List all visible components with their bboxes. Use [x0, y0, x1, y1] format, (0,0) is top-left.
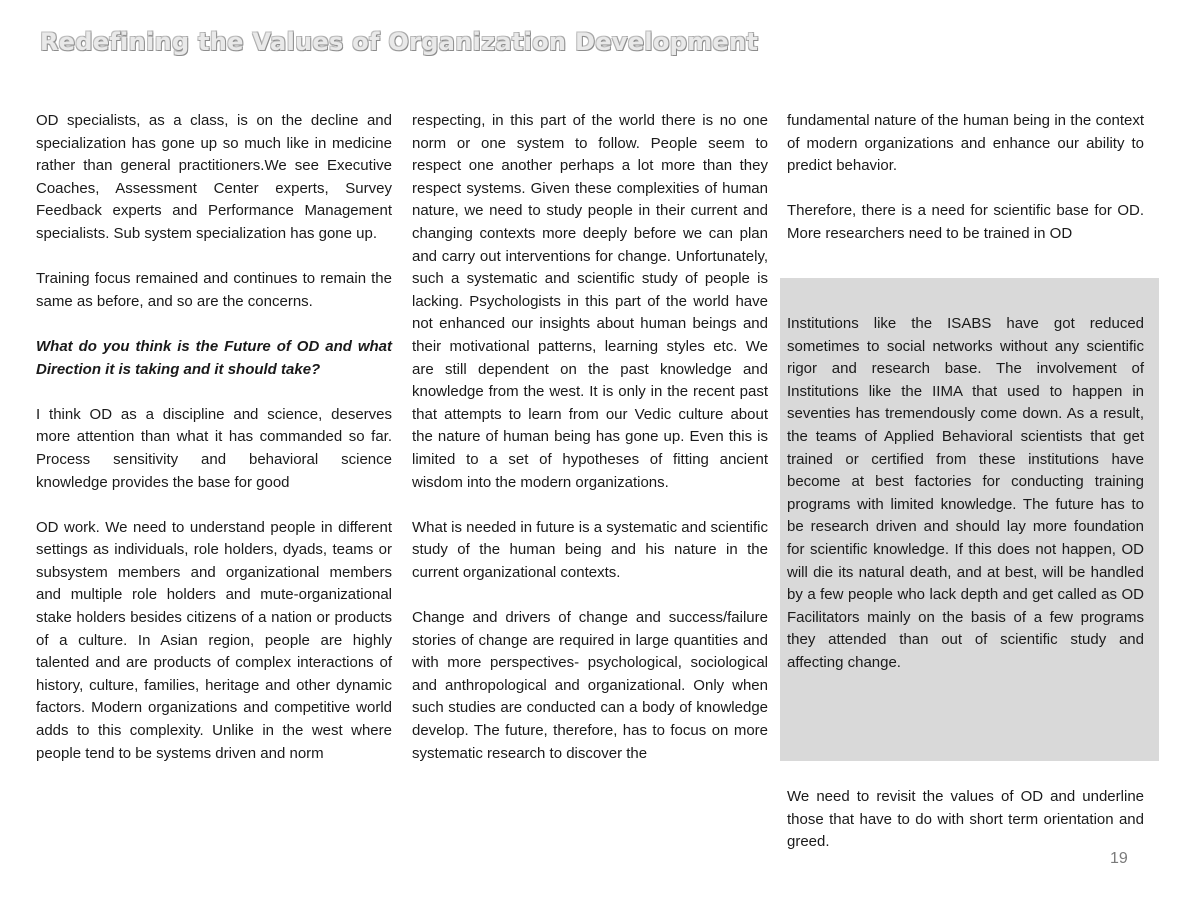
paragraph: I think OD as a discipline and science, deserves more attention than what it has commanded so far. Process sensitivity and behavioral science knowledge provides the base for good [36, 405, 392, 491]
page-title: Redefining the Values of Organization Development [40, 28, 759, 56]
paragraph: OD work. We need to understand people in different settings as individuals, role holders, dyads, teams or subsystem members and organizational members and multiple role holders and mute-organizational stake holders besides citizens of a nation or products of a culture. In Asian region, people are highly talented and are products of complex interactions of history, culture, families, heritage and other dynamic factors. Modern organizations and competitive world adds to this complexity. Unlike in the west where people tend to be systems driven and norm [36, 518, 392, 762]
paragraph: Therefore, there is a need for scientific base for OD. More researchers need to be trained in OD [787, 202, 1144, 242]
paragraph: OD specialists, as a class, is on the decline and specialization has gone up so much like in medicine rather than general practitioners.We see Executive Coaches, Assessment Center experts, Survey Feedback experts and Performance Management specialists. Sub system specialization has gone up. [36, 112, 392, 242]
highlight-box-text: Institutions like the ISABS have got reduced sometimes to social networks without any scientific rigor and research base. The involvement of Institutions like the IIMA that used to happen in seventies has tremendously come down. As a result, the teams of Applied Behavioral scientists that get trained or certified from these institutions have become at best factories for conducting training programs with limited knowledge. The future has to be research driven and should lay more foundation for scientific knowledge. If this does not happen, OD will die its natural death, and at best, will be handled by a few people who lack depth and get called as OD Facilitators mainly on the basis of a few programs they attended than out of scientific study and affecting change. [787, 315, 1144, 671]
question-heading: What do you think is the Future of OD and what Direction it is taking and it should take? [36, 337, 392, 378]
paragraph: What is needed in future is a systematic and scientific study of the human being and his nature in the current organizational contexts. [412, 518, 769, 581]
column-1 [36, 110, 392, 765]
column-3-closing [787, 786, 1144, 854]
page-number: 19 [1110, 850, 1128, 867]
column-2 [412, 110, 768, 765]
paragraph: fundamental nature of the human being in the context of modern organizations and enhance our ability to predict behavior. [787, 112, 1144, 175]
paragraph: Change and drivers of change and success/failure stories of change are required in large quantities and with more perspectives- psychological, sociological and anthropological and organizational. Only when such studies are conducted can a body of knowledge develop. The future, therefore, has to focus on more systematic research to discover the [412, 609, 768, 762]
paragraph: respecting, in this part of the world there is no one norm or one system to follow. People seem to respect one another perhaps a lot more than they respect systems. Given these complexities of human nature, we need to study people in their current and changing contexts more deeply before we can plan and carry out interventions for change. Unfortunately, such a systematic and scientific study of people is lacking. Psychologists in this part of the world have not enhanced our insights about human beings and their motivational patterns, learning styles etc. We are still dependent on the past knowledge and knowledge from the west. It is only in the recent past that attempts to learn from our Vedic culture about the nature of human being has gone up. Even this is limited to a set of hypotheses of fitting ancient wisdom into the modern organizations. [412, 112, 768, 491]
column-3 [787, 110, 1144, 246]
paragraph: We need to revisit the values of OD and underline those that have to do with short term orientation and greed. [787, 788, 1144, 851]
paragraph: Training focus remained and continues to remain the same as before, and so are the concerns. [36, 270, 392, 310]
